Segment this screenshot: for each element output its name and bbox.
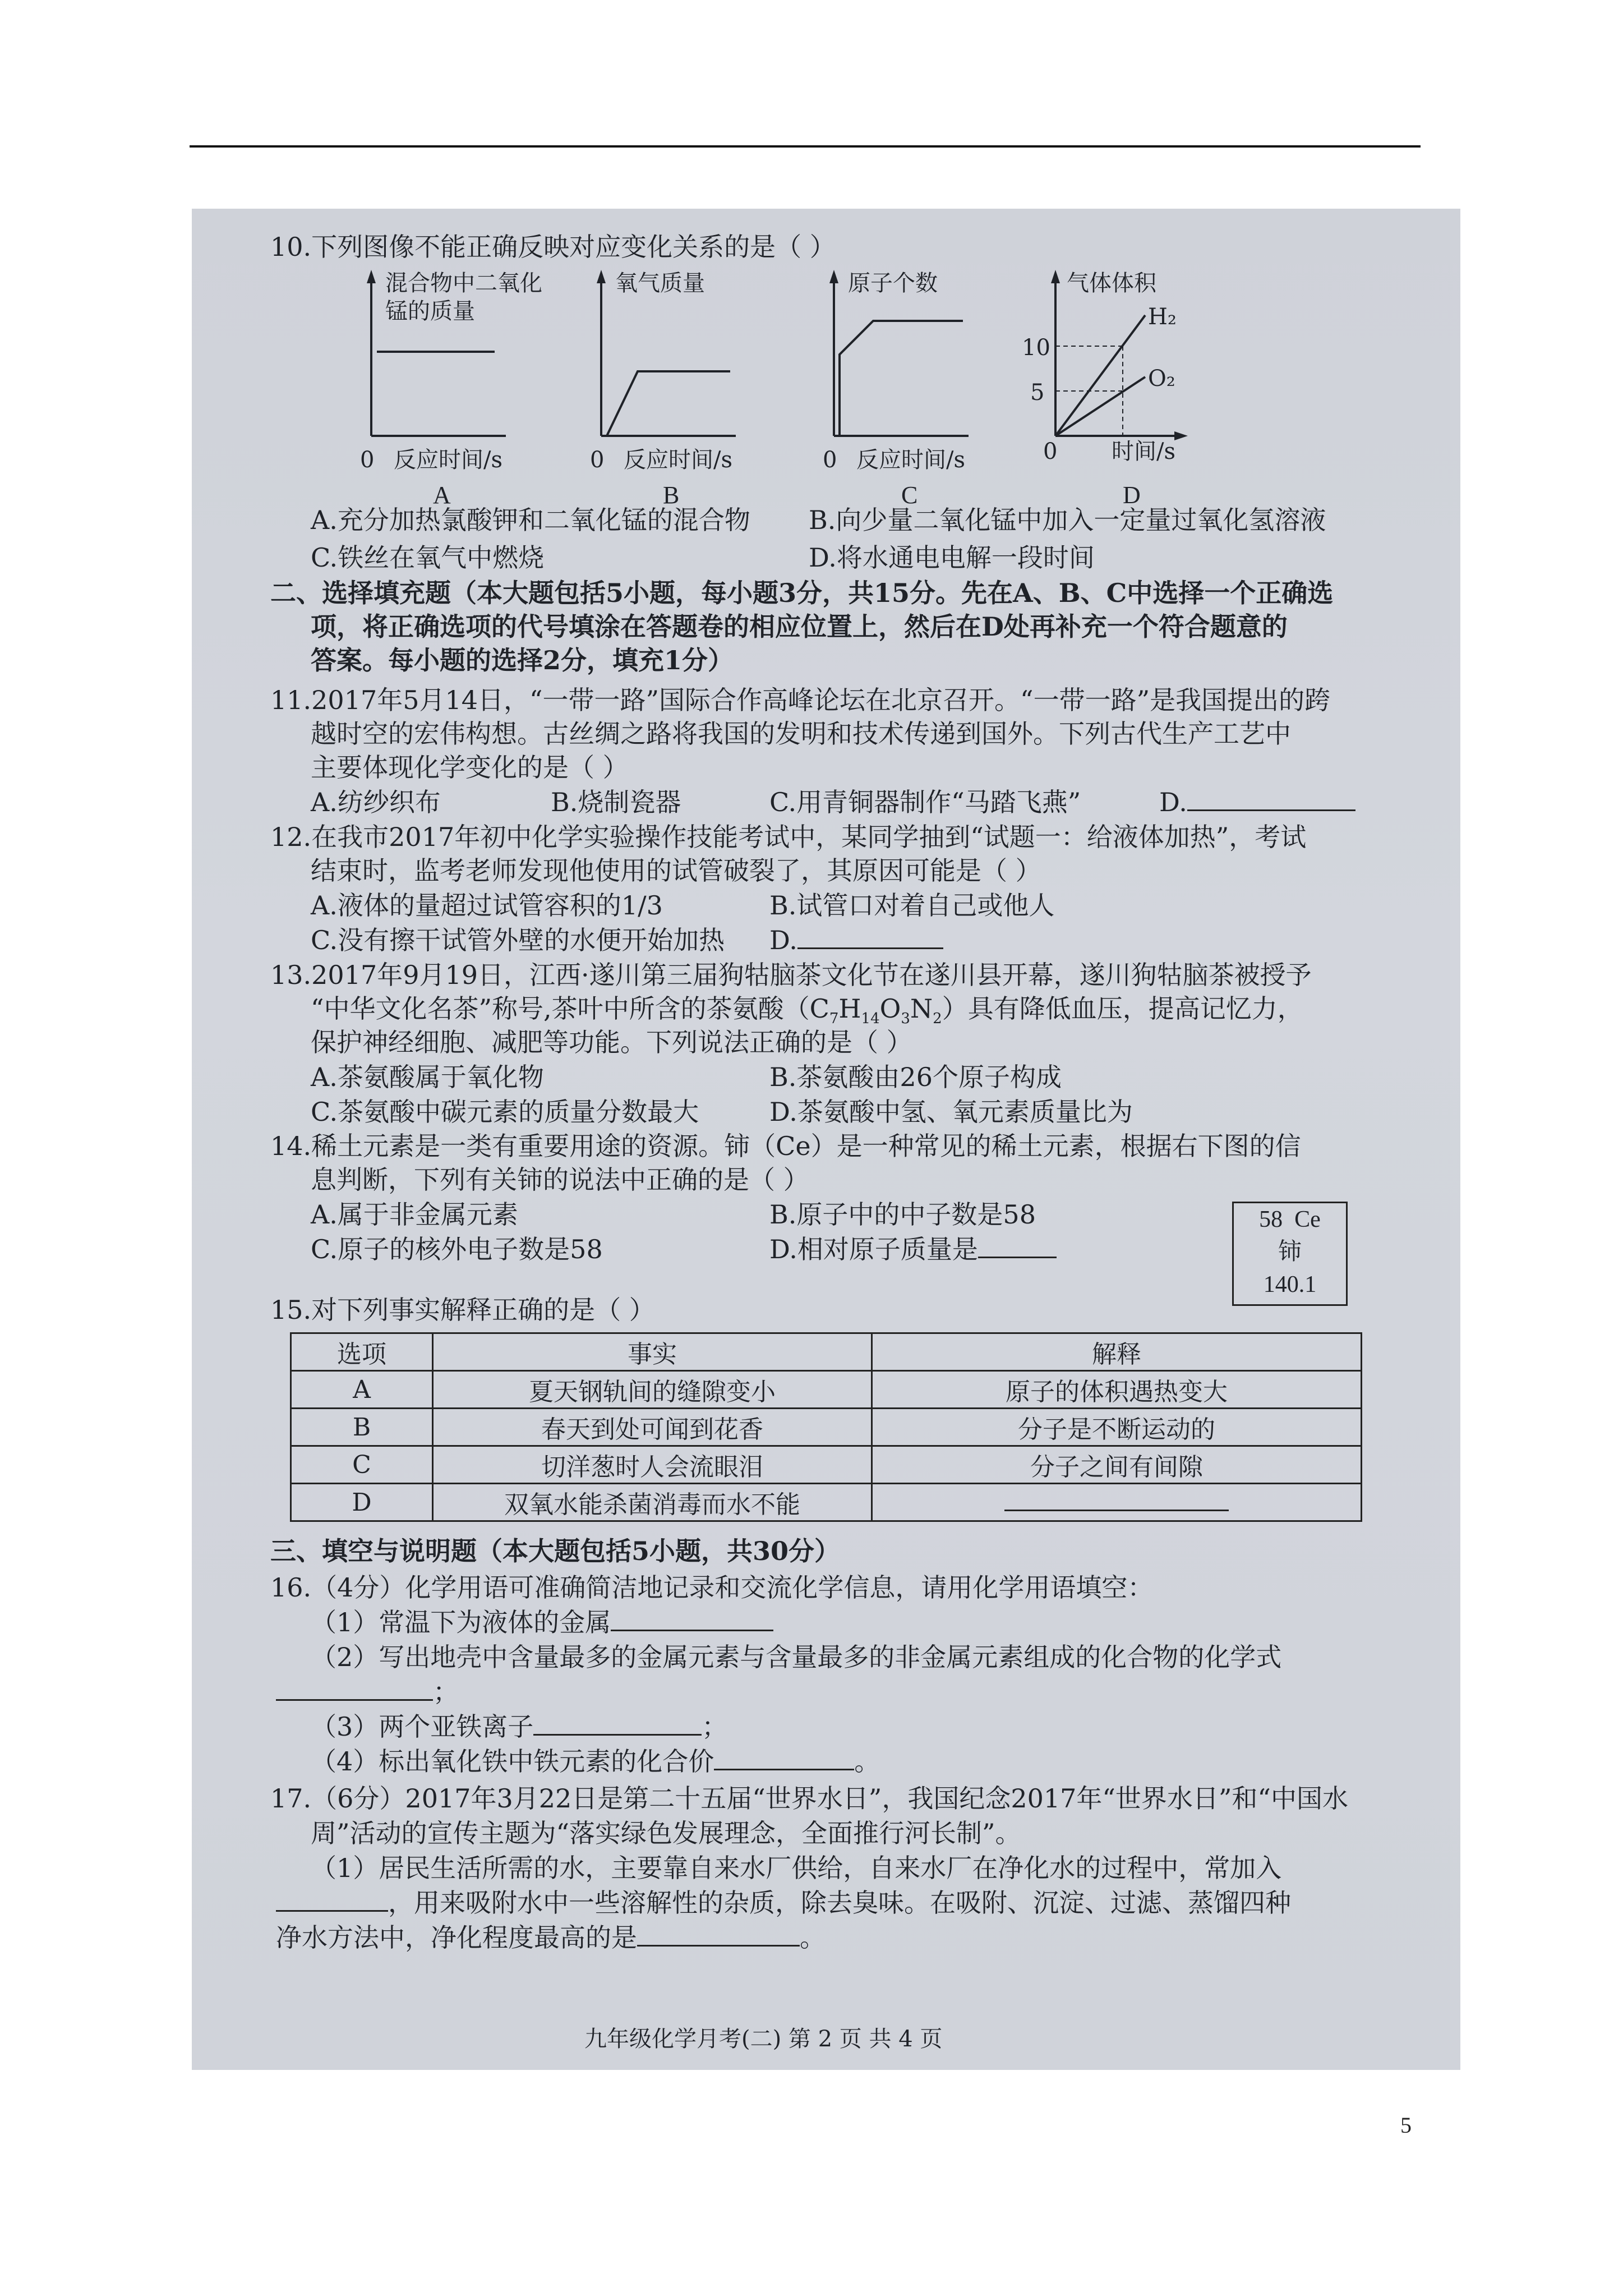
q17-line-4 <box>276 1887 1291 1918</box>
graph-d-h2-line <box>1055 315 1145 436</box>
q11-option-b: B.烧制瓷器 <box>551 787 681 817</box>
graph-d-ylabel: 气体体积 <box>1067 270 1156 296</box>
graph-c <box>778 268 980 509</box>
q16-part-3-end: ； <box>702 1711 728 1742</box>
page-footer: 九年级化学月考(二) 第 2 页 共 4 页 <box>584 2026 943 2052</box>
q12-line-2: 结束时，监考老师发现他使用的试管破裂了，其原因可能是（ ） <box>311 855 1041 886</box>
graph-a-ylabel-1: 混合物中二氧化 <box>385 270 542 296</box>
q15-stem: 15.对下列事实解释正确的是（ ） <box>270 1295 655 1325</box>
q16-part-1 <box>311 1607 773 1638</box>
section2-line-3: 答案。每小题的选择2分，填充1分） <box>311 645 734 675</box>
q13-formula-n: N <box>910 993 933 1024</box>
q17-line-3: （1）居民生活所需的水，主要靠自来水厂供给，自来水厂在净化水的过程中，常加入 <box>311 1853 1282 1883</box>
q13-formula-o-sub: 3 <box>901 1010 910 1028</box>
ce-name: 铈 <box>1278 1239 1302 1265</box>
q12-line-1: 12.在我市2017年初中化学实验操作技能考试中，某同学抽到“试题一：给液体加热”，考试 <box>270 822 1307 852</box>
q15-table <box>290 1332 1362 1522</box>
graph-b <box>545 268 747 509</box>
q15-row-a-fact: 夏天钢轨间的缝隙变小 <box>433 1371 872 1409</box>
page-number: 5 <box>1400 2113 1412 2138</box>
section3-title: 三、填空与说明题（本大题包括5小题，共30分） <box>270 1536 841 1566</box>
q10-option-a: A.充分加热氯酸钾和二氧化锰的混合物 <box>311 505 750 535</box>
q14-option-d <box>769 1234 1057 1265</box>
graph-c-letter: C <box>901 481 918 509</box>
ce-atomic-number: 58 <box>1259 1207 1283 1232</box>
q16-part-2-answer <box>276 1676 459 1708</box>
q13-line-3: 保护神经细胞、减肥等功能。下列说法正确的是（ ） <box>311 1027 912 1057</box>
graph-d-letter: D <box>1123 481 1141 509</box>
q13-option-b: B.茶氨酸由26个原子构成 <box>769 1062 1062 1092</box>
graph-d-o2-label: O₂ <box>1148 366 1175 392</box>
q17-line-4-text: ，用来吸附水中一些溶解性的杂质，除去臭味。在吸附、沉淀、过滤、蒸馏四种 <box>388 1888 1291 1918</box>
q15-header-option: 选项 <box>291 1333 433 1371</box>
q13-option-d: D.茶氨酸中氢、氧元素质量比为 <box>769 1097 1133 1127</box>
q17-line-5-text: 净水方法中，净化程度最高的是 <box>276 1922 637 1953</box>
q15-row-b-fact: 春天到处可闻到花香 <box>433 1409 872 1446</box>
q13-line-2-post: ）具有降低血压，提高记忆力， <box>942 993 1303 1024</box>
q14-option-d-label: D.相对原子质量是 <box>769 1234 978 1264</box>
q16-part-4-text: （4）标出氧化铁中铁元素的化合价 <box>311 1746 714 1777</box>
q17-purification-blank[interactable] <box>637 1922 800 1947</box>
ce-atomic-mass: 140.1 <box>1263 1272 1317 1297</box>
q13-option-a: A.茶氨酸属于氧化物 <box>311 1062 544 1092</box>
q10-option-b: B.向少量二氧化锰中加入一定量过氧化氢溶液 <box>809 505 1326 535</box>
q17-line-5 <box>276 1922 826 1953</box>
q11-line-1: 11.2017年5月14日，“一带一路”国际合作高峰论坛在北京召开。“一带一路”是我国提出的跨 <box>270 685 1331 715</box>
q16-part-3-blank[interactable] <box>533 1711 702 1736</box>
q13-line-1: 13.2017年9月19日，江西·遂川第三届狗牯脑茶文化节在遂川县开幕，遂川狗牯脑茶被授予 <box>270 960 1312 990</box>
graph-c-xlabel: 反应时间/s <box>856 447 966 473</box>
section2-line-1: 二、选择填充题（本大题包括5小题，每小题3分，共15分。先在A、B、C中选择一个正确选 <box>270 578 1334 608</box>
q16-part-4-end: 。 <box>854 1746 880 1777</box>
q11-option-d-label: D. <box>1159 787 1187 817</box>
q13-formula-c-sub: 7 <box>829 1010 839 1028</box>
q15-row-d-option: D <box>291 1484 433 1521</box>
q16-part-3 <box>311 1711 727 1742</box>
q12-option-c: C.没有擦干试管外壁的水便开始加热 <box>311 925 725 955</box>
q13-formula-h: H <box>838 993 861 1024</box>
q14-option-c: C.原子的核外电子数是58 <box>311 1234 603 1264</box>
q12-answer-blank[interactable] <box>797 925 943 949</box>
q15-row-c-option: C <box>291 1446 433 1484</box>
q17-line-1: 17.（6分）2017年3月22日是第二十五届“世界水日”，我国纪念2017年“世界水日”和“中国水 <box>270 1783 1348 1814</box>
q17-line-2: 周”活动的宣传主题为“落实绿色发展理念，全面推行河长制”。 <box>311 1818 1021 1848</box>
q15-row-b-option: B <box>291 1409 433 1446</box>
table-row <box>291 1446 1362 1484</box>
graph-a <box>304 268 542 509</box>
q15-row-a-option: A <box>291 1371 433 1409</box>
graph-d <box>999 268 1201 509</box>
q12-option-b: B.试管口对着自己或他人 <box>769 890 1055 921</box>
q11-option-a: A.纺纱织布 <box>311 787 441 817</box>
q16-stem: 16.（4分）化学用语可准确简洁地记录和交流化学信息，请用化学用语填空： <box>270 1572 1154 1603</box>
q15-row-d-explanation[interactable] <box>872 1484 1362 1521</box>
cerium-element-card <box>1232 1202 1348 1306</box>
graph-a-xlabel: 反应时间/s <box>394 447 503 473</box>
graph-a-letter: A <box>433 481 451 509</box>
exam-photo <box>192 209 1460 2070</box>
q13-formula-n-sub: 2 <box>933 1010 942 1028</box>
graph-d-tick-5: 5 <box>1030 380 1045 406</box>
table-row <box>291 1371 1362 1409</box>
graph-a-origin: 0 <box>360 447 375 473</box>
q10-option-d: D.将水通电电解一段时间 <box>809 542 1095 573</box>
graph-d-h2-label: H₂ <box>1148 304 1177 330</box>
graph-a-ylabel-2: 锰的质量 <box>385 298 475 324</box>
q11-line-2: 越时空的宏伟构想。古丝绸之路将我国的发明和技术传递到国外。下列古代生产工艺中 <box>311 719 1291 749</box>
q14-option-b: B.原子中的中子数是58 <box>769 1199 1036 1230</box>
q14-line-2: 息判断，下列有关铈的说法中正确的是（ ） <box>311 1165 809 1195</box>
q11-option-c: C.用青铜器制作“马踏飞燕” <box>769 787 1081 817</box>
section2-line-2: 项，将正确选项的代号填涂在答题卷的相应位置上，然后在D处再补充一个符合题意的 <box>311 611 1288 642</box>
q15-row-c-explanation: 分子之间有间隙 <box>872 1446 1362 1484</box>
q16-part-4-blank[interactable] <box>714 1746 854 1770</box>
graph-d-tick-10: 10 <box>1022 335 1050 361</box>
q15-header-explanation: 解释 <box>872 1333 1362 1371</box>
q10-stem: 10.下列图像不能正确反映对应变化关系的是（ ） <box>270 232 836 262</box>
graph-b-xlabel: 反应时间/s <box>624 447 733 473</box>
top-rule <box>190 145 1421 148</box>
q15-row-c-fact: 切洋葱时人会流眼泪 <box>433 1446 872 1484</box>
q13-formula-o: O <box>879 993 901 1024</box>
q11-answer-blank[interactable] <box>1187 787 1355 811</box>
graph-d-origin: 0 <box>1043 439 1058 464</box>
q13-line-2-pre: “中华文化名茶”称号,茶叶中所含的茶氨酸（C <box>311 993 829 1024</box>
q12-option-a: A.液体的量超过试管容积的1/3 <box>311 890 663 921</box>
table-row <box>291 1409 1362 1446</box>
q16-part-1-text: （1）常温下为液体的金属 <box>311 1607 611 1637</box>
q10-option-c: C.铁丝在氧气中燃烧 <box>311 542 545 573</box>
graph-b-origin: 0 <box>590 447 605 473</box>
q12-option-d-label: D. <box>769 925 797 955</box>
table-row <box>291 1484 1362 1521</box>
q16-part-2-blank[interactable] <box>276 1677 433 1701</box>
graph-c-origin: 0 <box>823 447 837 473</box>
q12-option-d <box>769 924 943 956</box>
graph-d-o2-line <box>1055 377 1145 436</box>
q17-line-5-end: 。 <box>800 1922 826 1953</box>
q16-part-4 <box>311 1746 880 1777</box>
q14-answer-blank[interactable] <box>978 1234 1057 1258</box>
q15-row-d-fact: 双氧水能杀菌消毒而水不能 <box>433 1484 872 1521</box>
graph-c-line <box>840 321 963 436</box>
q16-part-1-blank[interactable] <box>611 1607 773 1631</box>
q14-option-a: A.属于非金属元素 <box>311 1199 518 1230</box>
graph-c-ylabel: 原子个数 <box>848 270 938 296</box>
q16-part-2-end: ； <box>433 1677 459 1707</box>
graph-b-line <box>607 371 730 436</box>
q15-row-a-explanation: 原子的体积遇热变大 <box>872 1371 1362 1409</box>
graph-b-letter: B <box>663 481 680 509</box>
q11-option-d <box>1159 786 1355 818</box>
q14-line-1: 14.稀土元素是一类有重要用途的资源。铈（Ce）是一种常见的稀土元素，根据右下图的信 <box>270 1131 1301 1161</box>
q15-header-row <box>291 1333 1362 1371</box>
q11-line-3: 主要体现化学变化的是（ ） <box>311 752 629 783</box>
q15-answer-blank[interactable] <box>1004 1487 1229 1511</box>
q15-row-b-explanation: 分子是不断运动的 <box>872 1409 1362 1446</box>
q16-part-3-text: （3）两个亚铁离子 <box>311 1711 534 1742</box>
q13-formula-h-sub: 14 <box>861 1010 880 1028</box>
q15-header-fact: 事实 <box>433 1333 872 1371</box>
graph-d-xlabel: 时间/s <box>1112 439 1176 464</box>
q13-option-c: C.茶氨酸中碳元素的质量分数最大 <box>311 1097 699 1127</box>
ce-symbol: Ce <box>1294 1207 1321 1232</box>
graph-b-ylabel: 氧气质量 <box>615 270 705 296</box>
q16-part-2: （2）写出地壳中含量最多的金属元素与含量最多的非金属元素组成的化合物的化学式 <box>311 1642 1282 1672</box>
q17-adsorbent-blank[interactable] <box>276 1888 388 1912</box>
